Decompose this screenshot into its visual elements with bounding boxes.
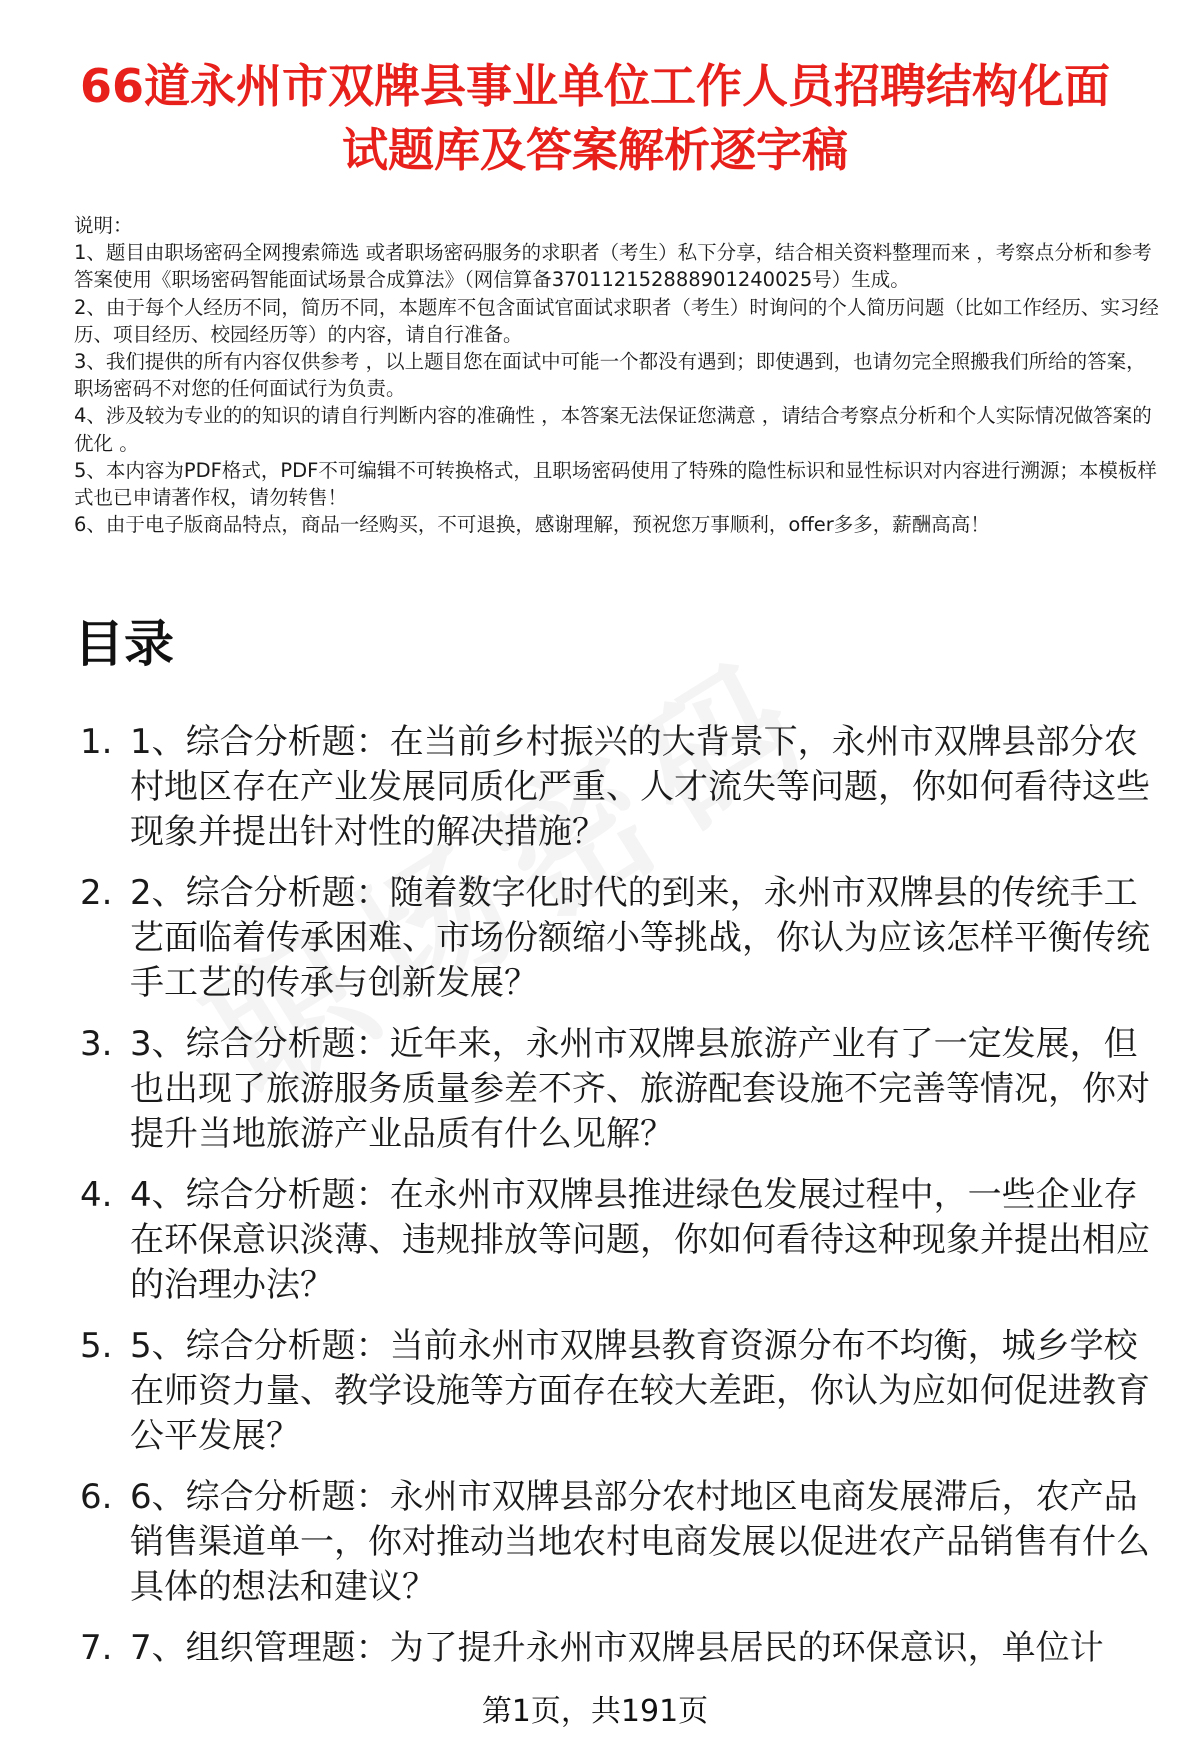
toc-item[interactable] (74, 1475, 1164, 1610)
note-item: 5、本内容为PDF格式，PDF不可编辑不可转换格式，且职场密码使用了特殊的隐性标识和显性标识对内容进行溯源；本模板样式也已申请著作权，请勿转售！ (74, 458, 1157, 510)
toc-item[interactable] (74, 871, 1164, 1006)
note-item: 1、题目由职场密码全网搜索筛选 或者职场密码服务的求职者（考生）私下分享，结合相关资料整理而来 ，考察点分析和参考答案使用《职场密码智能面试场景合成算法》（网信算备370112152888901240025号）生成。 (74, 241, 1152, 292)
toc-item[interactable] (74, 720, 1164, 855)
toc-item-number: 2. (80, 873, 113, 913)
toc-item-number: 3. (80, 1024, 113, 1064)
toc-item-text: 7、组织管理题：为了提升永州市双牌县居民的环保意识，单位计 (130, 1628, 1104, 1668)
page-footer: 第1页，共191页 (481, 1694, 709, 1729)
toc-item-number: 6. (80, 1477, 113, 1517)
table-of-contents (74, 720, 1164, 1687)
toc-item-text: 5、综合分析题：当前永州市双牌县教育资源分布不均衡，城乡学校在师资力量、教学设施等方面存在较大差距，你认为应如何促进教育公平发展？ (130, 1326, 1150, 1456)
toc-item-number: 4. (80, 1175, 113, 1215)
notes-section (74, 212, 1164, 538)
toc-item-text: 2、综合分析题：随着数字化时代的到来，永州市双牌县的传统手工艺面临着传承困难、市场份额缩小等挑战，你认为应该怎样平衡传统手工艺的传承与创新发展？ (130, 873, 1150, 1003)
toc-item[interactable] (74, 1626, 1164, 1671)
toc-item[interactable] (74, 1022, 1164, 1157)
toc-item[interactable] (74, 1324, 1164, 1459)
toc-item-number: 7. (80, 1628, 113, 1668)
page-title: 66道永州市双牌县事业单位工作人员招聘结构化面试题库及答案解析逐字稿 (79, 59, 1110, 177)
toc-item-number: 5. (80, 1326, 113, 1366)
note-item: 6、由于电子版商品特点，商品一经购买，不可退换，感谢理解，预祝您万事顺利，offer多多，薪酬高高！ (74, 513, 990, 537)
toc-item-text: 6、综合分析题：永州市双牌县部分农村地区电商发展滞后，农产品销售渠道单一，你对推动当地农村电商发展以促进农产品销售有什么具体的想法和建议？ (130, 1477, 1150, 1607)
toc-heading: 目录 (74, 615, 174, 673)
notes-heading: 说明： (74, 214, 133, 237)
note-item: 3、我们提供的所有内容仅供参考 ，以上题目您在面试中可能一个都没有遇到；即使遇到，也请勿完全照搬我们所给的答案，职场密码不对您的任何面试行为负责。 (74, 350, 1146, 401)
toc-item-text: 4、综合分析题：在永州市双牌县推进绿色发展过程中，一些企业存在环保意识淡薄、违规排放等问题，你如何看待这种现象并提出相应的治理办法？ (130, 1175, 1150, 1305)
toc-item-number: 1. (80, 722, 113, 762)
toc-item-text: 1、综合分析题：在当前乡村振兴的大背景下，永州市双牌县部分农村地区存在产业发展同质化严重、人才流失等问题，你如何看待这些现象并提出针对性的解决措施？ (130, 722, 1150, 852)
note-item: 2、由于每个人经历不同，简历不同，本题库不包含面试官面试求职者（考生）时询问的个人简历问题（比如工作经历、实习经历、项目经历、校园经历等）的内容，请自行准备。 (74, 295, 1159, 346)
toc-item-text: 3、综合分析题：近年来，永州市双牌县旅游产业有了一定发展，但也出现了旅游服务质量参差不齐、旅游配套设施不完善等情况，你对提升当地旅游产业品质有什么见解？ (130, 1024, 1150, 1154)
note-item: 4、涉及较为专业的的知识的请自行判断内容的准确性 ，本答案无法保证您满意 ，请结合考察点分析和个人实际情况做答案的优化 。 (74, 404, 1152, 455)
toc-item[interactable] (74, 1173, 1164, 1308)
